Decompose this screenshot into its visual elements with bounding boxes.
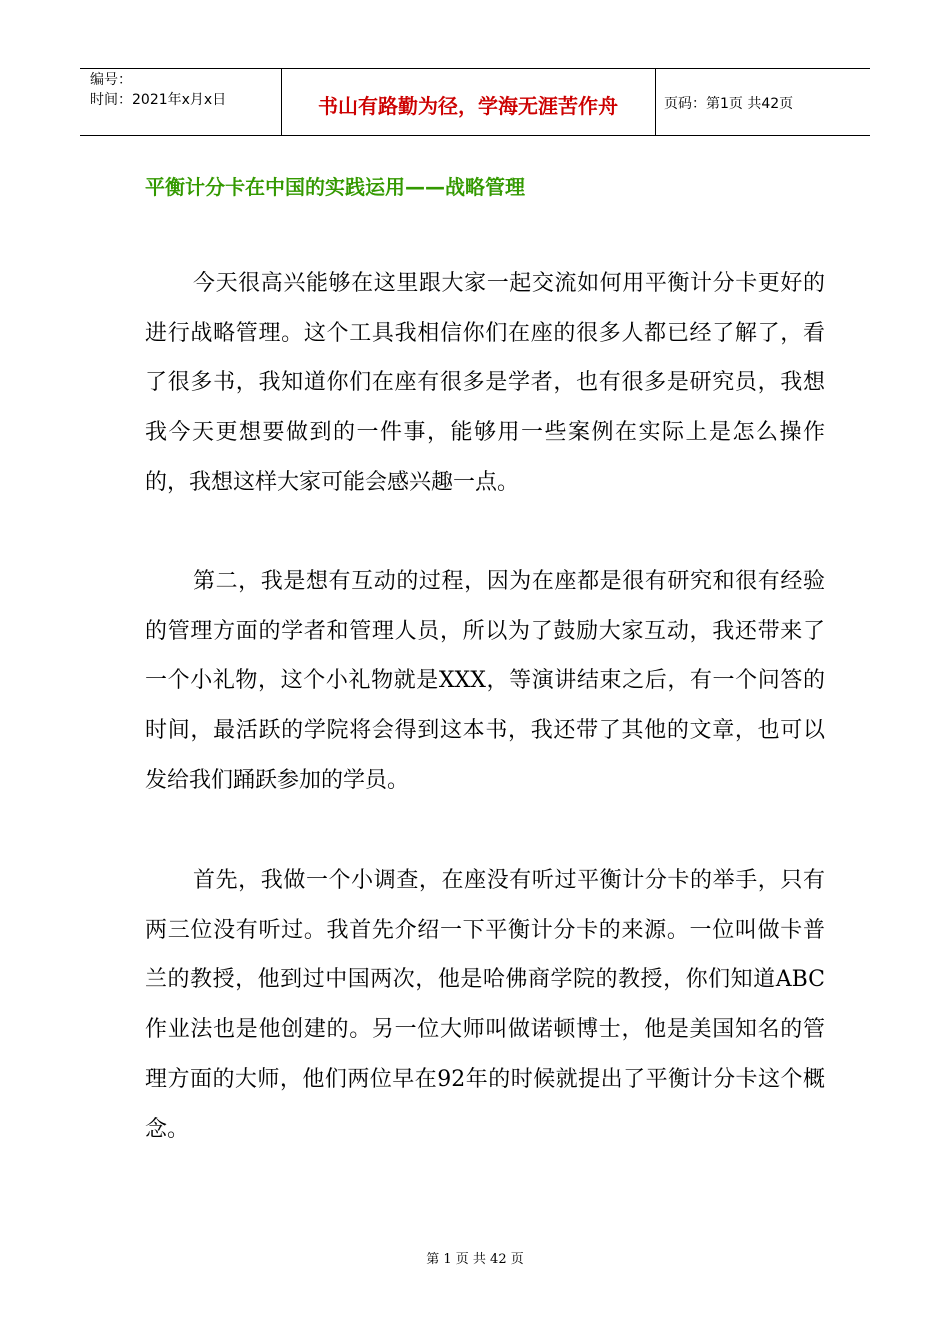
header-divider-left (281, 68, 282, 136)
paragraph-2: 第二，我是想有互动的过程，因为在座都是很有研究和很有经验的管理方面的学者和管理人员，所以为了鼓励大家互动，我还带来了一个小礼物，这个小礼物就是XXX，等演讲结束之后，有一个问答的时间，最活跃的学院将会得到这本书，我还带了其他的文章，也可以发给我们踊跃参加的学员。 (145, 569, 825, 793)
header-motto: 书山有路勤为径，学海无涯苦作舟 (318, 94, 618, 118)
header-top-rule (80, 68, 870, 69)
paragraph-3: 首先，我做一个小调查，在座没有听过平衡计分卡的举手，只有两三位没有听过。我首先介绍一下平衡计分卡的来源。一位叫做卡普兰的教授，他到过中国两次，他是哈佛商学院的教授，你们知道ABC作业法也是他创建的。另一位大师叫做诺顿博士，他是美国知名的管理方面的大师，他们两位早在92年的时候就提出了平衡计分卡这个概念。 (145, 868, 825, 1142)
page-footer: 第 1 页 共 42 页 (426, 1252, 524, 1267)
document-date-label: 时间：2021年x月x日 (90, 92, 227, 108)
header-divider-right (655, 68, 656, 136)
header-bottom-rule (80, 135, 870, 136)
document-title: 平衡计分卡在中国的实践运用——战略管理 (145, 175, 525, 199)
paragraph-1: 今天很高兴能够在这里跟大家一起交流如何用平衡计分卡更好的进行战略管理。这个工具我相信你们在座的很多人都已经了解了，看了很多书，我知道你们在座有很多是学者，也有很多是研究员，我想我今天更想要做到的一件事，能够用一些案例在实际上是怎么操作的，我想这样大家可能会感兴趣一点。 (145, 271, 825, 495)
header-page-info: 页码：第1页 共42页 (664, 96, 794, 112)
header-meta (90, 70, 226, 110)
document-number-label: 编号： (90, 72, 132, 88)
